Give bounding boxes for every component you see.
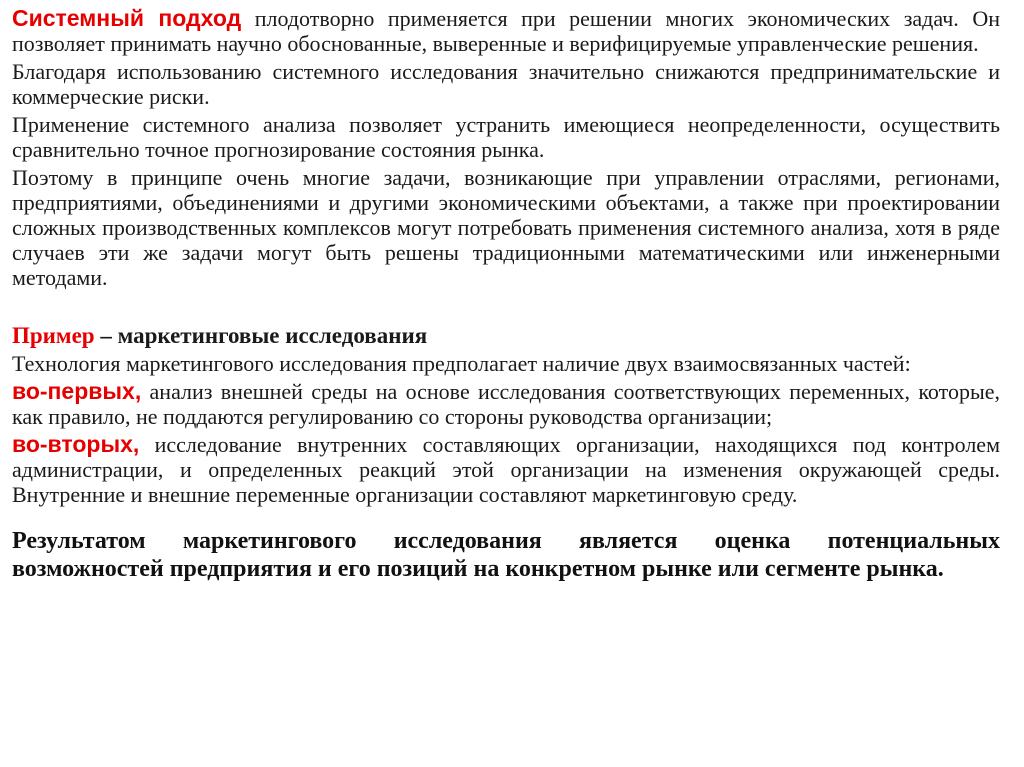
example-title: – маркетинговые исследования [94,323,428,348]
second-text: исследование внутренних составляющих организации, находящихся под контролем администрации, и определенных реакций этой организации на изменения окружающей среды. Внутренние и внешние переменные организации составляют маркетинговую среду. [12,432,1000,507]
paragraph-tasks: Поэтому в принципе очень многие задачи, возникающие при управлении отраслями, регионами, предприятиями, объединениями и другими экономическими объектами, а также при проектировании сложных производственных комплексов могут потребовать применения системного анализа, хотя в ряде случаев эти же задачи могут быть решены традиционными математическими или инженерными методами. [12,165,1000,290]
first-text: анализ внешней среды на основе исследования соответствующих переменных, которые, как правило, не поддаются регулированию со стороны руководства организации; [12,379,1000,429]
paragraph-text: плодотворно применяется при решении многих экономических задач. Он позволяет принимать научно обоснованные, выверенные и верифицируемые управленческие решения. [12,6,1000,56]
paragraph-analysis: Применение системного анализа позволяет устранить имеющиеся неопределенности, осуществить сравнительно точное прогнозирование состояния рынка. [12,112,1000,162]
example-label: Пример [12,323,95,348]
example-heading [12,323,1000,348]
term-systems-approach: Системный подход [12,5,242,31]
paragraph-systems-approach [12,6,1000,56]
paragraph-first [12,379,1000,429]
paragraph-risks: Благодаря использованию системного исследования значительно снижаются предпринимательские и коммерческие риски. [12,59,1000,109]
marker-second: во-вторых, [12,431,140,457]
paragraph-conclusion: Результатом маркетингового исследования является оценка потенциальных возможностей предприятия и его позиций на конкретном рынке или сегменте рынка. [12,528,1000,582]
paragraph-technology: Технология маркетингового исследования предполагает наличие двух взаимосвязанных частей: [12,351,911,376]
marker-first: во-первых, [12,378,142,404]
paragraph-second [12,432,1000,507]
